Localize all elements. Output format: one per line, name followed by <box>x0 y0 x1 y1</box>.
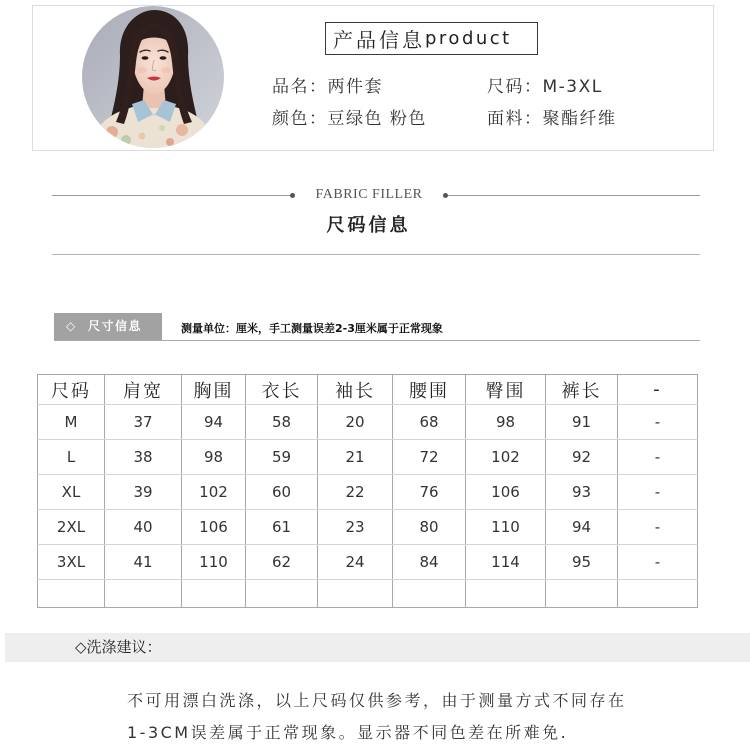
cell-sleeve-length: 23 <box>318 510 393 545</box>
header-pants-length: 裤长 <box>546 375 618 405</box>
field-fabric-label: 面料： <box>487 109 543 129</box>
field-size-range <box>487 76 603 98</box>
cell-hip: 110 <box>466 510 546 545</box>
table-row-xl <box>38 475 698 510</box>
table-row-3xl <box>38 545 698 580</box>
cell-size: XL <box>38 475 105 510</box>
header-dot-left <box>290 193 295 198</box>
section-title: 尺码信息 <box>326 215 411 236</box>
cell-empty <box>318 580 393 608</box>
cell-waist: 68 <box>393 405 466 440</box>
cell-empty <box>618 580 698 608</box>
cell-empty <box>38 580 105 608</box>
diamond-icon: ◇ <box>75 638 87 656</box>
cell-size: 3XL <box>38 545 105 580</box>
header-waist: 腰围 <box>393 375 466 405</box>
cell-sleeve-length: 20 <box>318 405 393 440</box>
cell-empty <box>393 580 466 608</box>
header-rule-bottom <box>52 254 700 255</box>
cell-shoulder-width: 41 <box>105 545 182 580</box>
cell-top-length: 61 <box>246 510 318 545</box>
header-bust: 胸围 <box>182 375 246 405</box>
measurement-note: 测量单位：厘米，手工测量误差2-3厘米属于正常现象 <box>181 322 443 335</box>
wash-advice-line-1: 不可用漂白洗涤，以上尺码仅供参考，由于测量方式不同存在 <box>127 691 627 710</box>
cell-size: M <box>38 405 105 440</box>
header-rule-right <box>448 195 700 196</box>
field-color-value: 豆绿色 粉色 <box>327 109 427 129</box>
table-row-l <box>38 440 698 475</box>
cell-size: L <box>38 440 105 475</box>
cell-bust: 94 <box>182 405 246 440</box>
field-product-name-label: 品名： <box>272 77 328 97</box>
table-row-2xl <box>38 510 698 545</box>
wash-advice-heading <box>75 633 162 662</box>
cell-empty <box>105 580 182 608</box>
cell-pants-length: 93 <box>546 475 618 510</box>
cell-hip: 114 <box>466 545 546 580</box>
table-header-row <box>38 375 698 405</box>
product-info-title <box>325 22 538 55</box>
cell-top-length: 62 <box>246 545 318 580</box>
cell-shoulder-width: 37 <box>105 405 182 440</box>
field-product-name-value: 两件套 <box>327 77 383 97</box>
cell-extra: - <box>618 510 698 545</box>
cell-sleeve-length: 22 <box>318 475 393 510</box>
cell-empty <box>546 580 618 608</box>
table-row-empty <box>38 580 698 608</box>
diamond-icon: ◇ <box>66 319 76 333</box>
cell-top-length: 59 <box>246 440 318 475</box>
field-product-name <box>272 76 383 98</box>
cell-sleeve-length: 21 <box>318 440 393 475</box>
header-hip: 臀围 <box>466 375 546 405</box>
cell-top-length: 60 <box>246 475 318 510</box>
field-size-range-value: M-3XL <box>542 77 603 97</box>
wash-advice-label: 洗涤建议： <box>86 638 162 656</box>
cell-bust: 98 <box>182 440 246 475</box>
portrait-photo <box>82 6 224 148</box>
cell-pants-length: 92 <box>546 440 618 475</box>
size-info-label: 尺寸信息 <box>88 319 143 333</box>
size-info-tag <box>54 313 162 340</box>
field-color-label: 颜色： <box>272 109 328 129</box>
cell-empty <box>466 580 546 608</box>
cell-shoulder-width: 40 <box>105 510 182 545</box>
cell-hip: 102 <box>466 440 546 475</box>
field-size-range-label: 尺码： <box>487 77 543 97</box>
cell-waist: 84 <box>393 545 466 580</box>
product-info-card <box>32 5 714 151</box>
header-shoulder-width: 肩宽 <box>105 375 182 405</box>
cell-pants-length: 91 <box>546 405 618 440</box>
cell-bust: 106 <box>182 510 246 545</box>
wash-advice-line-2: 1-3CM误差属于正常现象。显示器不同色差在所难免. <box>127 723 569 742</box>
cell-waist: 80 <box>393 510 466 545</box>
table-row-m <box>38 405 698 440</box>
field-color <box>272 108 427 130</box>
cell-extra: - <box>618 405 698 440</box>
cell-waist: 76 <box>393 475 466 510</box>
cell-empty <box>182 580 246 608</box>
product-info-title-en: product <box>425 28 512 49</box>
size-bar-rule <box>54 340 700 341</box>
field-fabric-value: 聚酯纤维 <box>542 109 617 129</box>
header-size: 尺码 <box>38 375 105 405</box>
cell-shoulder-width: 39 <box>105 475 182 510</box>
cell-extra: - <box>618 440 698 475</box>
field-fabric <box>487 108 617 130</box>
cell-hip: 106 <box>466 475 546 510</box>
cell-shoulder-width: 38 <box>105 440 182 475</box>
product-info-title-cn: 产品信息 <box>333 28 425 52</box>
cell-bust: 102 <box>182 475 246 510</box>
cell-extra: - <box>618 475 698 510</box>
cell-pants-length: 94 <box>546 510 618 545</box>
wash-advice-bar <box>5 633 750 662</box>
model-portrait-image <box>82 6 224 148</box>
cell-pants-length: 95 <box>546 545 618 580</box>
cell-waist: 72 <box>393 440 466 475</box>
header-rule-left <box>52 195 290 196</box>
header-sleeve-length: 袖长 <box>318 375 393 405</box>
cell-empty <box>246 580 318 608</box>
cell-bust: 110 <box>182 545 246 580</box>
section-subtitle: FABRIC FILLER <box>315 187 423 202</box>
cell-extra: - <box>618 545 698 580</box>
cell-sleeve-length: 24 <box>318 545 393 580</box>
cell-top-length: 58 <box>246 405 318 440</box>
size-table <box>37 374 698 608</box>
header-top-length: 衣长 <box>246 375 318 405</box>
header-extra: - <box>618 375 698 405</box>
cell-hip: 98 <box>466 405 546 440</box>
cell-size: 2XL <box>38 510 105 545</box>
